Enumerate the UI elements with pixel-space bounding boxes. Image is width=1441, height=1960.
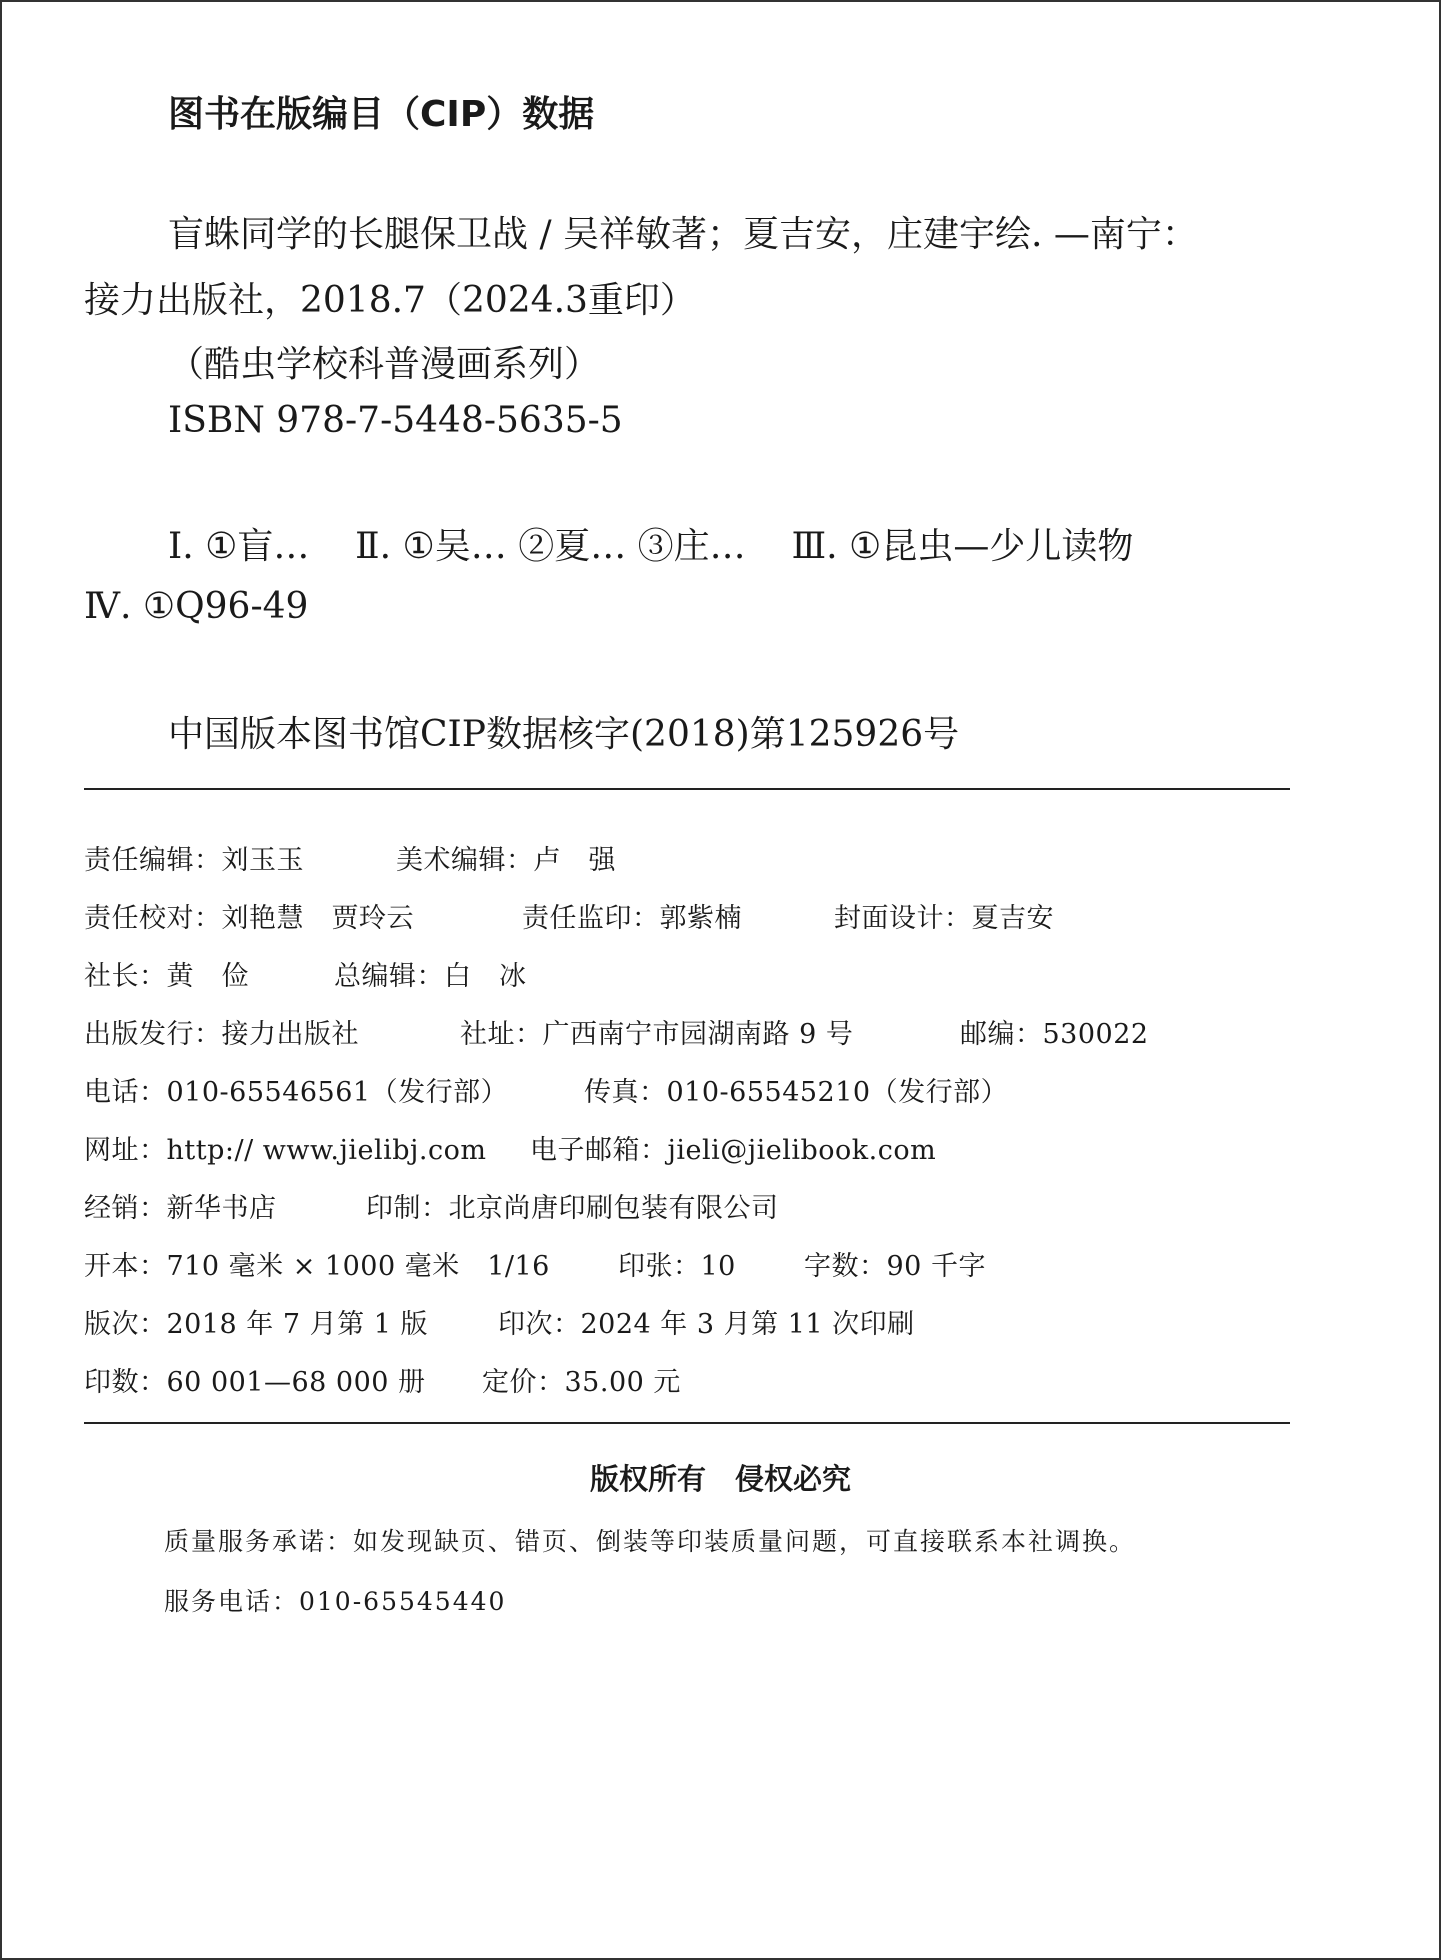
cip-subjects-line-2: Ⅳ. ①Q96-49: [84, 586, 309, 627]
cip-subjects-line-1: Ⅰ. ①盲… Ⅱ. ①吴… ②夏… ③庄… Ⅲ. ①昆虫—少儿读物: [168, 526, 1134, 567]
credit-row-5: [84, 1070, 1008, 1109]
credit-editor: 责任编辑：刘玉玉: [84, 845, 304, 876]
credit-format: 开本：710 毫米 × 1000 毫米 1/16: [84, 1251, 550, 1282]
credit-website: 网址：http:// www.jielibj.com: [84, 1135, 487, 1166]
credit-printing: 印次：2024 年 3 月第 11 次印刷: [498, 1309, 915, 1340]
credit-printer: 印制：北京尚唐印刷包装有限公司: [366, 1193, 779, 1224]
credit-price: 定价：35.00 元: [482, 1367, 681, 1398]
cip-isbn: ISBN 978-7-5448-5635-5: [168, 400, 623, 441]
credit-row-3: [84, 954, 527, 993]
credit-publisher: 出版发行：接力出版社: [84, 1019, 359, 1050]
divider-top: [84, 788, 1290, 790]
credit-chief-editor: 总编辑：白 冰: [334, 961, 527, 992]
cip-series: （酷虫学校科普漫画系列）: [168, 344, 601, 385]
credit-edition: 版次：2018 年 7 月第 1 版: [84, 1309, 428, 1340]
credit-sheets: 印张：10: [618, 1251, 736, 1282]
credit-cover-design: 封面设计：夏吉安: [834, 903, 1054, 934]
cip-title-line-2: 接力出版社，2018.7（2024.3重印）: [84, 280, 696, 321]
credit-row-4: [84, 1012, 1149, 1051]
credit-row-9: [84, 1302, 915, 1341]
credit-word-count: 字数：90 千字: [804, 1251, 986, 1282]
copyright-title: 版权所有 侵权必究: [589, 1462, 851, 1496]
cip-title-line-1: 盲蛛同学的长腿保卫战 / 吴祥敏著；夏吉安，庄建宇绘. —南宁：: [168, 214, 1198, 255]
credit-postcode: 邮编：530022: [960, 1019, 1149, 1050]
credit-email: 电子邮箱：jieli@jielibook.com: [530, 1135, 937, 1166]
service-phone: 服务电话：010-65545440: [164, 1587, 507, 1616]
credit-print-supervisor: 责任监印：郭紫楠: [522, 903, 742, 934]
credit-fax: 传真：010-65545210（发行部）: [584, 1077, 1009, 1108]
credit-proofreader: 责任校对：刘艳慧 贾玲云: [84, 903, 414, 934]
quality-promise: 质量服务承诺：如发现缺页、错页、倒装等印装质量问题，可直接联系本社调换。: [164, 1527, 1137, 1556]
credit-row-2: [84, 896, 1054, 935]
divider-bottom: [84, 1422, 1290, 1424]
credit-art-editor: 美术编辑：卢 强: [396, 845, 616, 876]
cip-heading: 图书在版编目（CIP）数据: [168, 94, 595, 135]
credit-address: 社址：广西南宁市园湖南路 9 号: [460, 1019, 854, 1050]
credit-row-7: [84, 1186, 779, 1225]
credit-phone: 电话：010-65546561（发行部）: [84, 1077, 509, 1108]
credit-print-run: 印数：60 001—68 000 册: [84, 1367, 426, 1398]
credit-row-6: [84, 1128, 936, 1167]
credit-distributor: 经销：新华书店: [84, 1193, 277, 1224]
credit-row-10: [84, 1360, 681, 1399]
credit-row-8: [84, 1244, 986, 1283]
credit-row-1: [84, 838, 616, 877]
credit-president: 社长：黄 俭: [84, 961, 249, 992]
cip-number: 中国版本图书馆CIP数据核字(2018)第125926号: [168, 714, 960, 755]
